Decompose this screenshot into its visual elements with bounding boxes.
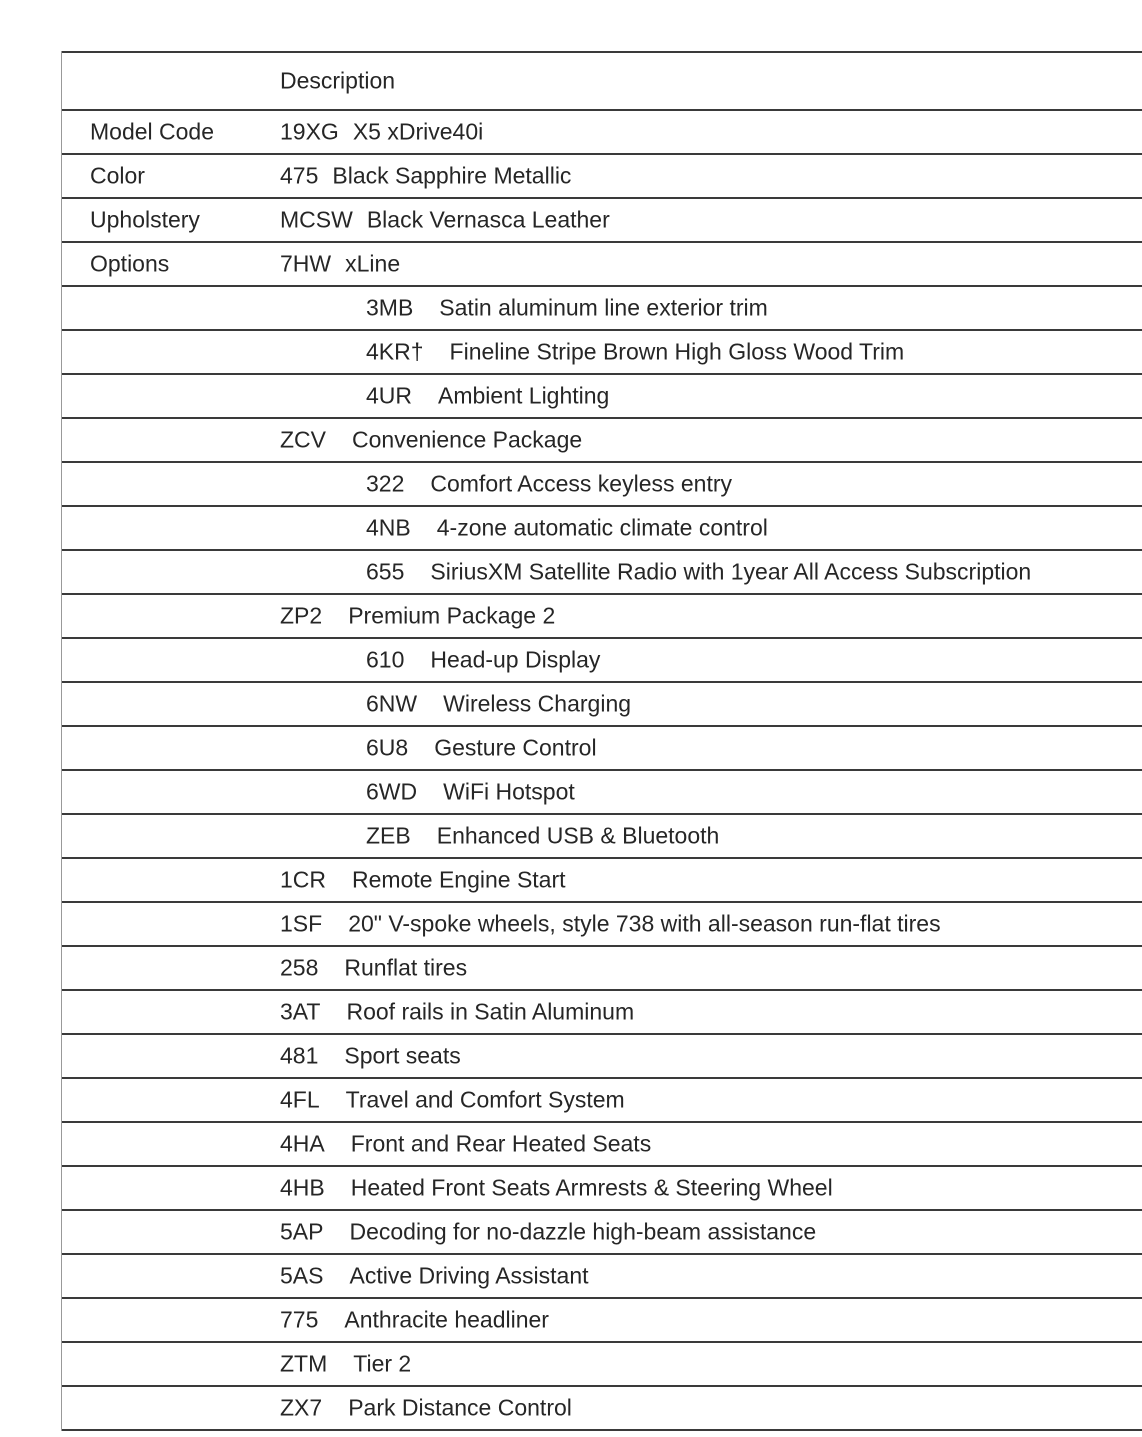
table-row <box>62 417 1142 461</box>
table-row <box>62 1121 1142 1165</box>
table-row <box>62 1077 1142 1121</box>
option-code: 610 <box>366 646 405 673</box>
row-value <box>280 207 610 234</box>
option-description: Sport seats <box>344 1042 461 1069</box>
table-row <box>62 813 1142 857</box>
table-row <box>62 769 1142 813</box>
option-description: Heated Front Seats Armrests & Steering Wheel <box>350 1174 833 1201</box>
option-code: 4HB <box>280 1174 325 1201</box>
option-description: Decoding for no-dazzle high-beam assistance <box>349 1218 817 1245</box>
option-description: WiFi Hotspot <box>443 778 575 805</box>
option-description: Travel and Comfort System <box>345 1086 625 1113</box>
option-code: 4UR <box>366 382 413 409</box>
row-value <box>280 955 467 982</box>
option-code: 258 <box>280 954 319 981</box>
option-description: Enhanced USB & Bluetooth <box>436 822 720 849</box>
option-code: 5AS <box>280 1262 324 1289</box>
option-code: 475 <box>280 162 319 189</box>
option-code: 6NW <box>366 690 418 717</box>
option-description: Park Distance Control <box>348 1394 572 1421</box>
option-code: 481 <box>280 1042 319 1069</box>
option-code: 3MB <box>366 294 414 321</box>
option-code: 655 <box>366 558 405 585</box>
table-bottom-border <box>62 1429 1142 1431</box>
option-code: 4KR† <box>366 338 424 365</box>
option-description: Comfort Access keyless entry <box>430 470 733 497</box>
row-value <box>366 823 719 850</box>
table-row <box>62 1165 1142 1209</box>
table-row <box>62 505 1142 549</box>
table-row <box>62 1209 1142 1253</box>
row-label: Color <box>90 162 145 189</box>
option-code: ZEB <box>366 822 411 849</box>
option-description: 4-zone automatic climate control <box>436 514 768 541</box>
table-row <box>62 1297 1142 1341</box>
row-label: Upholstery <box>90 206 200 233</box>
option-description: Tier 2 <box>353 1350 412 1377</box>
table-row <box>62 1341 1142 1385</box>
table-row <box>62 329 1142 373</box>
option-code: 5AP <box>280 1218 324 1245</box>
table-row <box>62 1033 1142 1077</box>
row-label: Model Code <box>90 118 215 145</box>
row-label: Options <box>90 250 170 277</box>
table-row <box>62 989 1142 1033</box>
table-row <box>62 197 1142 241</box>
option-description: Black Vernasca Leather <box>366 206 610 233</box>
row-value <box>280 1043 461 1070</box>
option-description: Convenience Package <box>352 426 583 453</box>
table-row <box>62 681 1142 725</box>
option-description: SiriusXM Satellite Radio with 1year All Access Subscription <box>430 558 1032 585</box>
option-code: 7HW <box>280 250 332 277</box>
option-code: 1CR <box>280 866 327 893</box>
option-description: Runflat tires <box>344 954 468 981</box>
option-description: Premium Package 2 <box>348 602 556 629</box>
row-value <box>280 911 941 938</box>
table-row <box>62 1253 1142 1297</box>
option-description: Fineline Stripe Brown High Gloss Wood Trim <box>449 338 905 365</box>
option-description: Front and Rear Heated Seats <box>350 1130 652 1157</box>
table-row <box>62 109 1142 153</box>
option-code: 3AT <box>280 998 321 1025</box>
row-value <box>280 119 483 146</box>
row-value <box>280 1219 816 1246</box>
option-description: Anthracite headliner <box>344 1306 549 1333</box>
row-value <box>280 1395 572 1422</box>
row-value <box>280 1351 411 1378</box>
table-row <box>62 857 1142 901</box>
option-code: 322 <box>366 470 405 497</box>
row-value <box>280 1131 651 1158</box>
row-value <box>366 471 732 498</box>
vehicle-options-table <box>61 51 1142 1431</box>
row-value <box>366 691 631 718</box>
option-code: 19XG <box>280 118 339 145</box>
row-value <box>280 867 566 894</box>
option-description: Satin aluminum line exterior trim <box>439 294 768 321</box>
summary-rows <box>62 109 1142 285</box>
row-value <box>366 295 768 322</box>
row-value <box>366 735 597 762</box>
table-row <box>62 637 1142 681</box>
row-value <box>280 163 571 190</box>
option-description: 20" V-spoke wheels, style 738 with all-season run-flat tires <box>348 910 941 937</box>
option-code: 4HA <box>280 1130 325 1157</box>
table-header-row <box>62 51 1142 109</box>
table-row <box>62 1385 1142 1429</box>
table-row <box>62 461 1142 505</box>
table-row <box>62 725 1142 769</box>
table-row <box>62 593 1142 637</box>
option-code: 4FL <box>280 1086 320 1113</box>
row-value <box>366 339 904 366</box>
row-value <box>366 515 768 542</box>
row-value <box>280 1307 549 1334</box>
option-description: Roof rails in Satin Aluminum <box>346 998 635 1025</box>
row-value <box>280 999 634 1026</box>
table-row <box>62 373 1142 417</box>
option-description: X5 xDrive40i <box>352 118 484 145</box>
option-code: ZTM <box>280 1350 328 1377</box>
option-code: MCSW <box>280 206 353 233</box>
option-description: Gesture Control <box>434 734 597 761</box>
option-description: Head-up Display <box>430 646 601 673</box>
option-description: Black Sapphire Metallic <box>332 162 572 189</box>
option-code: 6U8 <box>366 734 409 761</box>
row-value <box>280 1175 833 1202</box>
option-description: xLine <box>345 250 401 277</box>
row-value <box>366 559 1031 586</box>
option-code: 1SF <box>280 910 323 937</box>
option-code: ZX7 <box>280 1394 323 1421</box>
row-value <box>366 383 609 410</box>
option-code: 4NB <box>366 514 411 541</box>
option-code: ZCV <box>280 426 326 453</box>
option-code: 6WD <box>366 778 418 805</box>
option-description: Remote Engine Start <box>352 866 566 893</box>
row-value <box>366 779 575 806</box>
table-row <box>62 901 1142 945</box>
row-value <box>366 647 600 674</box>
row-value <box>280 603 555 630</box>
option-description: Wireless Charging <box>443 690 632 717</box>
row-value <box>280 1263 589 1290</box>
option-description: Ambient Lighting <box>438 382 610 409</box>
row-value <box>280 1087 625 1114</box>
option-description: Active Driving Assistant <box>349 1262 589 1289</box>
table-row <box>62 153 1142 197</box>
option-rows <box>62 285 1142 1429</box>
option-code: 775 <box>280 1306 319 1333</box>
table-row <box>62 241 1142 285</box>
row-value <box>280 251 400 278</box>
table-row <box>62 285 1142 329</box>
table-row <box>62 945 1142 989</box>
option-code: ZP2 <box>280 602 323 629</box>
table-row <box>62 549 1142 593</box>
row-value <box>280 427 582 454</box>
description-header: Description <box>280 67 396 94</box>
